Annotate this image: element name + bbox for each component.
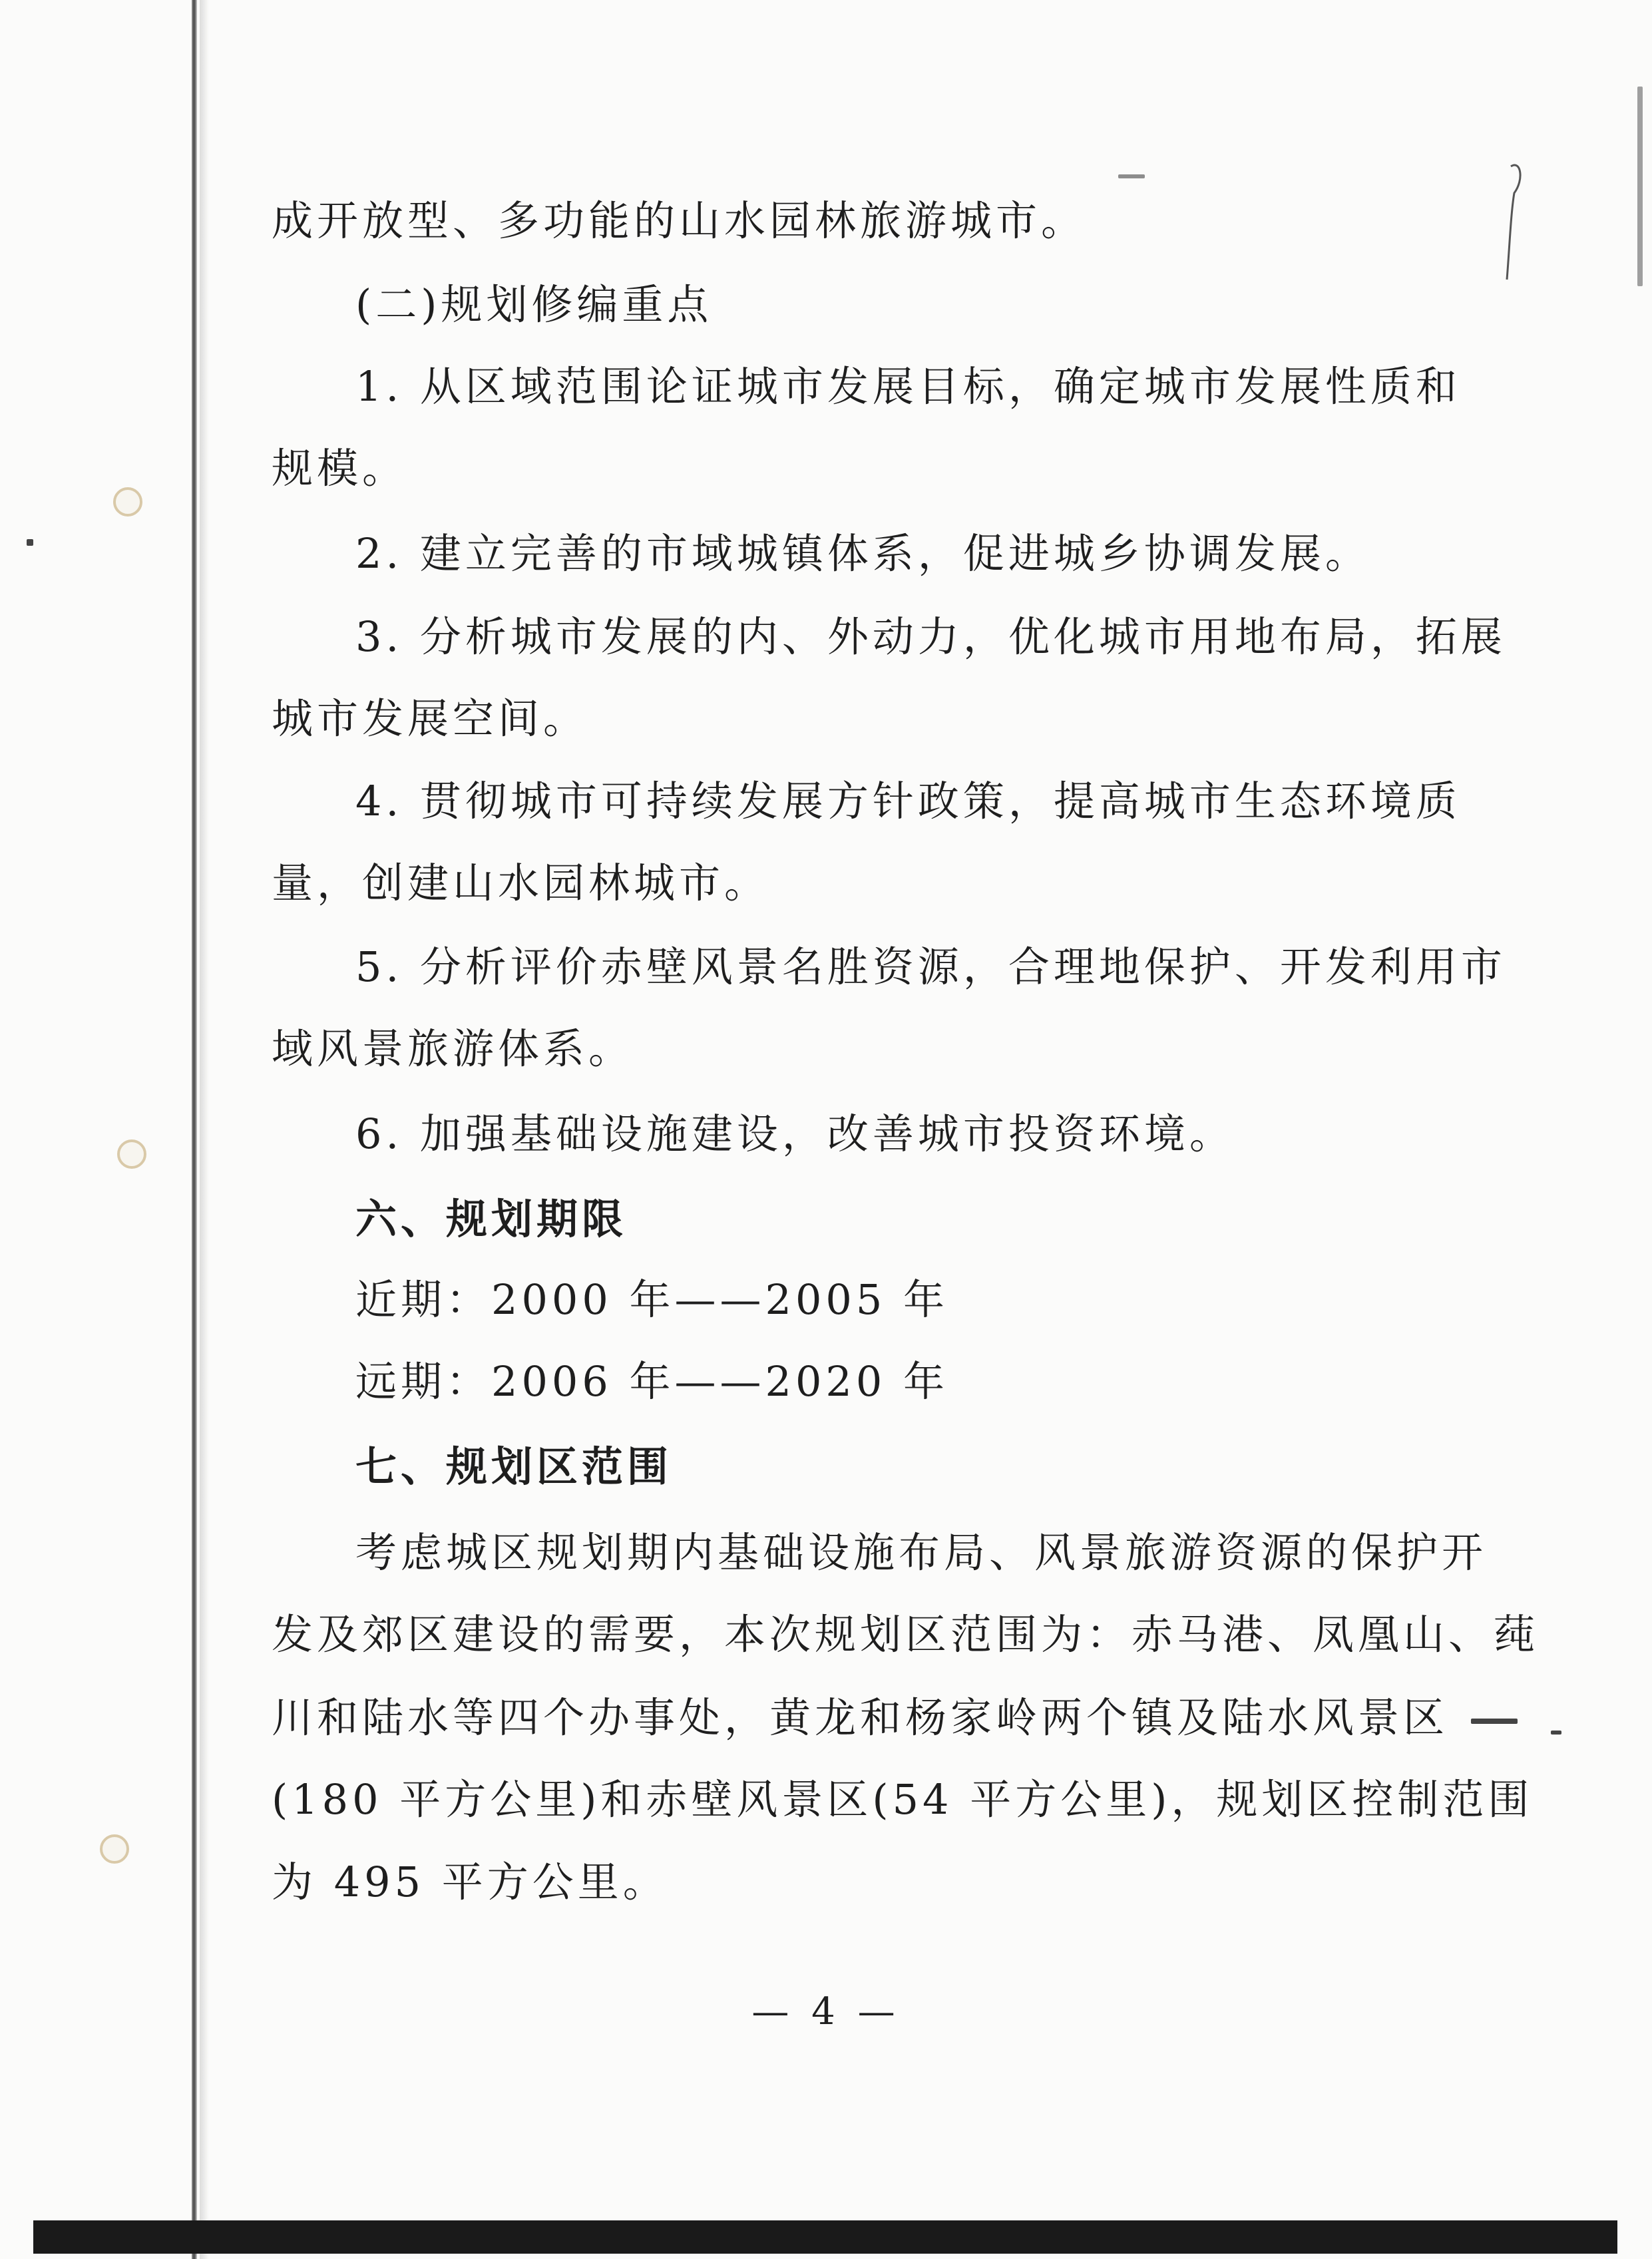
scan-speck xyxy=(27,539,33,546)
text-line: 5. 分析评价赤壁风景名胜资源，合理地保护、开发利用市 xyxy=(355,942,1506,991)
text-line: 1. 从区域范围论证城市发展目标，确定城市发展性质和 xyxy=(355,362,1461,411)
text-line: 城市发展空间。 xyxy=(272,694,589,743)
text-line: 4. 贯彻城市可持续发展方针政策，提高城市生态环境质 xyxy=(355,777,1461,825)
punch-hole xyxy=(113,487,142,516)
text-line: 域风景旅游体系。 xyxy=(272,1024,634,1073)
scan-speck xyxy=(1471,1719,1518,1724)
section-heading: 七、规划区范围 xyxy=(355,1442,673,1491)
scan-speck xyxy=(1118,174,1145,178)
text-line: (180 平方公里)和赤壁风景区(54 平方公里)，规划区控制范围 xyxy=(272,1775,1534,1824)
scan-edge-mark xyxy=(1637,87,1643,286)
text-line: 规模。 xyxy=(272,444,408,493)
page-number: — 4 — xyxy=(751,1990,901,2033)
text-line: 发及郊区建设的需要，本次规划区范围为：赤马港、凤凰山、莼 xyxy=(272,1610,1540,1659)
text-line: 量，创建山水园林城市。 xyxy=(272,859,770,907)
text-line: 3. 分析城市发展的内、外动力，优化城市用地布局，拓展 xyxy=(355,612,1506,661)
punch-hole xyxy=(100,1834,129,1864)
scan-speck xyxy=(1551,1731,1561,1735)
text-line: 考虑城区规划期内基础设施布局、风景旅游资源的保护开 xyxy=(355,1528,1488,1577)
section-heading: 六、规划期限 xyxy=(355,1195,628,1243)
text-line: 6. 加强基础设施建设，改善城市投资环境。 xyxy=(355,1110,1235,1158)
text-line: 远期：2006 年——2020 年 xyxy=(355,1357,948,1406)
text-line: 为 495 平方公里。 xyxy=(272,1858,668,1906)
pencil-mark-icon xyxy=(1491,153,1531,286)
text-line: 近期：2000 年——2005 年 xyxy=(355,1275,948,1324)
binding-line xyxy=(192,0,197,2259)
punch-hole xyxy=(117,1139,146,1169)
binding-shadow xyxy=(200,0,209,2259)
text-line: 成开放型、多功能的山水园林旅游城市。 xyxy=(272,196,1087,245)
scan-bottom-edge xyxy=(33,2220,1617,2254)
text-line: 川和陆水等四个办事处，黄龙和杨家岭两个镇及陆水风景区 xyxy=(272,1693,1449,1742)
text-line: (二)规划修编重点 xyxy=(355,280,713,329)
text-line: 2. 建立完善的市域城镇体系，促进城乡协调发展。 xyxy=(355,529,1370,578)
